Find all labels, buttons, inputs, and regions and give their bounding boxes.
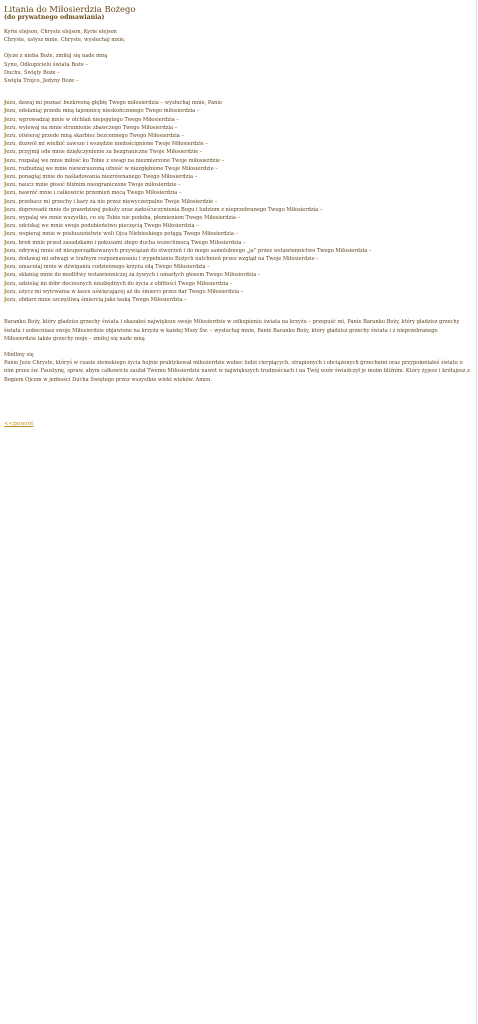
petitions-block — [4, 99, 470, 304]
kyrie-block — [4, 28, 470, 44]
petition-text: ezu, skłaniaj mnie do modlitwy wstawienniczej za żywych i umarłych głosem Twego Miłosierdzia – — [6, 272, 261, 279]
petition-initial: J — [4, 247, 7, 254]
petition-initial: J — [4, 108, 7, 115]
kyrie-line: Chryste, usłysz mnie, Chryste, wysłuchaj mnie, — [4, 37, 126, 44]
petition-line — [4, 148, 470, 156]
petition-initial: J — [4, 256, 7, 263]
prayer-block — [4, 351, 470, 384]
petition-line — [4, 99, 470, 107]
petition-line — [4, 239, 470, 247]
petition-initial: J — [4, 239, 7, 246]
petition-line — [4, 214, 470, 222]
invocations-block — [4, 52, 470, 85]
petition-initial: J — [4, 100, 7, 107]
petition-text: ezu, wylewaj na mnie strumienie zbawczego Twego Miłosierdzia – — [6, 124, 178, 131]
petition-line — [4, 288, 470, 296]
petition-text: ezu, broń mnie przed zasadzkami i pokusami złego ducha wszechmocą Twego Miłosierdzia – — [6, 239, 246, 246]
invocation-line: Duchu, Święty Boże – — [4, 69, 60, 76]
invocation-line: Synu, Odkupicielu świata Boże – — [4, 61, 88, 68]
page-subtitle: (do prywatnego odmawiania) — [4, 14, 105, 21]
back-link[interactable]: <<powrót — [4, 420, 34, 427]
petition-initial: J — [4, 116, 7, 123]
petition-initial: J — [4, 297, 7, 304]
petition-line — [4, 206, 470, 214]
petition-text: ezu, rozpalaj we mnie miłość ku Tobie z uwagi na niezmierzone Twoje miłosierdzie – — [6, 157, 225, 164]
petition-initial: J — [4, 288, 7, 295]
petition-line — [4, 271, 470, 279]
petition-initial: J — [4, 231, 7, 238]
petition-text: ezu, wypalaj we mnie wszystko, co się Tobie nie podoba, płomieniem Twego Miłosierdzia – — [6, 215, 241, 222]
petition-text: ezu, dawaj mi poznać bezkresną głębię Twego miłosierdzia – wysłuchaj mnie, Panie — [6, 100, 223, 107]
litany-page — [4, 4, 470, 429]
petition-line — [4, 140, 470, 148]
petition-text: ezu, naucz mnie głosić bliźnim nieograniczone Twoje miłosierdzie – — [6, 182, 181, 189]
petition-text: ezu, obdarz mnie szczęśliwą śmiercią jako łaską Twego Miłosierdzia – — [6, 297, 187, 304]
petition-text: ezu, odsłaniaj przede mną tajemnicę nieskończonego Twego miłosierdzia – — [6, 108, 200, 115]
petition-initial: J — [4, 264, 7, 271]
petition-initial: J — [4, 149, 7, 156]
agnus-block — [4, 318, 470, 343]
petition-text: ezu, przyjmij ode mnie dziękczynienie za bezgraniczne Twoje Miłosierdzie – — [6, 149, 203, 156]
petition-initial: J — [4, 165, 7, 172]
page-edge-rule — [476, 0, 477, 1024]
petition-line — [4, 280, 470, 288]
petition-initial: J — [4, 141, 7, 148]
petition-initial: J — [4, 174, 7, 181]
petition-initial: J — [4, 280, 7, 287]
petition-text: ezu, umacniaj mnie w dźwiganiu codziennego krzyża siłą Twego Miłosierdzia – — [6, 264, 210, 271]
petition-initial: J — [4, 182, 7, 189]
prayer-text: Panie Jezu Chryste, któryś w czasie ziemskiego życia hojnie praktykował miłosierdzie wobec ludzi cierpiących, strapionych i obciążonych grzechami oraz przypomniałeś światu o nim przez św. Faustynę, spraw, abym całkowicie zaufał Twemu Miłosierdziu nawet w największych trudnościach i na Twój wzór świadczył je moim bliźnim. Który żyjesz i królujesz z Bogiem Ojcem w jedności Ducha Świętego przez wszystkie wieki wieków. Amen. — [4, 360, 470, 383]
petition-text: ezu, wprowadzaj mnie w otchłań niepojętego Twego Miłosierdzia – — [6, 116, 179, 123]
petition-line — [4, 116, 470, 124]
petition-line — [4, 107, 470, 115]
petition-line — [4, 132, 470, 140]
petition-initial: J — [4, 272, 7, 279]
petition-initial: J — [4, 133, 7, 140]
petition-text: ezu, wspieraj mnie w posłuszeństwie woli Ojca Niebieskiego potęgą Twego Miłosierdzia – — [6, 231, 239, 238]
petition-initial: J — [4, 223, 7, 230]
petition-text: ezu, odrywaj mnie od nieuporządkowanych przywiązań do stworzeń i do mego samolubnego „ja” przez wstawiennictwo Twego Miłosierdzia – — [6, 247, 372, 254]
petition-line — [4, 222, 470, 230]
petition-line — [4, 165, 470, 173]
petition-initial: J — [4, 124, 7, 131]
petition-text: ezu, rozbudzaj we mnie niewzruszoną ufność w niezgłębione Twoje Miłosierdzie – — [6, 165, 218, 172]
petition-text: ezu, użycz mi wytrwania w łasce uświęcającej aż do śmierci przez dar Twego Miłosierdzia – — [6, 288, 244, 295]
petition-text: ezu, dozwól mi wielbić zawsze i wszędzie niedoścignione Twoje Miłosierdzie – — [6, 141, 208, 148]
petition-line — [4, 189, 470, 197]
petition-text: ezu, dodawaj mi odwagi w trafnym rozpoznawaniu i wypełnianiu Bożych natchnień przez wzgląd na Twoje Miłosierdzie – — [6, 256, 319, 263]
petition-line — [4, 247, 470, 255]
petition-line — [4, 230, 470, 238]
petition-text: ezu, nawróć mnie i całkowicie przemień mocą Twego Miłosierdzia – — [6, 190, 182, 197]
petition-line — [4, 157, 470, 165]
petition-initial: J — [4, 190, 7, 197]
petition-line — [4, 263, 470, 271]
petition-initial: J — [4, 206, 7, 213]
petition-text: ezu, odciskaj we mnie swoje podobieństwo pieczęcią Twego Miłosierdzia – — [6, 223, 199, 230]
invocation-line: Święta Trójco, Jedyny Boże – — [4, 78, 79, 85]
petition-initial: J — [4, 157, 7, 164]
petition-text: ezu, doprowadź mnie do prawdziwej pokuty oraz zadośćuczynienia Bogu i ludziom z nieprzebranego Twego Miłosierdzia – — [6, 206, 323, 213]
prayer-heading: Módlmy się — [4, 351, 34, 358]
page-title: Litania do Miłosierdzia Bożego — [4, 4, 136, 14]
petition-line — [4, 181, 470, 189]
petition-initial: J — [4, 215, 7, 222]
petition-text: ezu, ponaglaj mnie do naśladowania niezrównanego Twego Miłosierdzia – — [6, 174, 198, 181]
agnus-text: Baranku Boży, który gładzisz grzechy świata i okazałeś największe swoje Miłosierdzie w odkupieniu świata na krzyżu – przepuść mi, Panie Baranku Boży, który gładzisz grzechy świata i uobecniasz swoje Miłosierdzie objawione na krzyżu w każdej Mszy Św. – wysłuchaj mnie, Panie Baranku Boży, który gładzisz grzechy świata i z nieprzebranego Miłosierdzia także grzechy moje – zmiłuj się nade mną — [4, 319, 460, 342]
kyrie-line: Kyrie elejson, Chryste elejson, Kyrie elejson — [4, 29, 117, 35]
petition-text: ezu, przebacz mi grzechy i kary za nie przez niewyczerpalne Twoje Miłosierdzie – — [6, 198, 218, 205]
petition-line — [4, 296, 470, 304]
petition-initial: J — [4, 198, 7, 205]
invocation-line: Ojcze z nieba Boże, zmiłuj się nade mną — [4, 53, 108, 60]
petition-line — [4, 173, 470, 181]
petition-text: ezu, otwieraj przede mną skarbiec bezcennego Twego Miłosierdzia – — [6, 133, 184, 140]
petition-text: ezu, udzielaj mi dóbr doczesnych niezbędnych do życia z obfitości Twego Miłosierdzia – — [6, 280, 233, 287]
petition-line — [4, 124, 470, 132]
petition-line — [4, 255, 470, 263]
petition-line — [4, 198, 470, 206]
